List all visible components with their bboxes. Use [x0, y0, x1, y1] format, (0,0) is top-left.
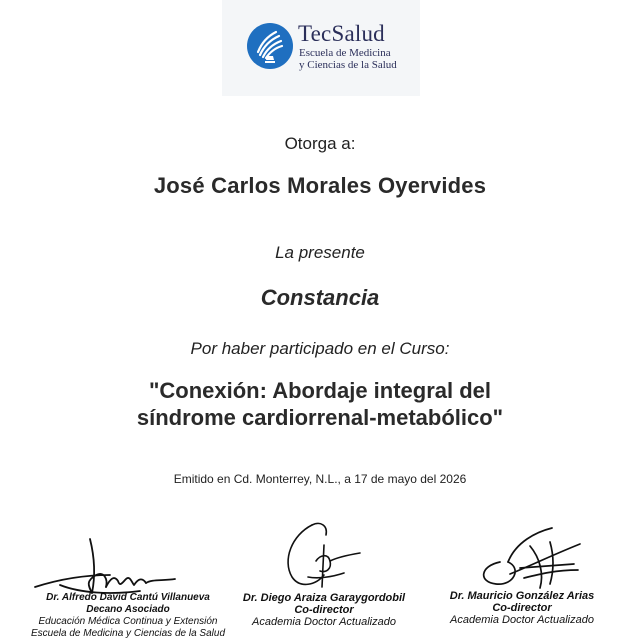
signatory-1-role: Decano Asociado [86, 604, 170, 615]
course-title [0, 377, 640, 431]
issued-statement: Emitido en Cd. Monterrey, N.L., a 17 de mayo del 2026 [173, 472, 467, 486]
signature-3-image [470, 522, 590, 594]
signatory-1-name: Dr. Alfredo David Cantú Villanueva [46, 592, 210, 603]
signatory-1 [8, 592, 248, 640]
signatory-2-name: Dr. Diego Araiza Garaygordobil [242, 592, 406, 604]
course-title-line2: síndrome cardiorrenal-metabólico" [136, 405, 504, 430]
signatory-3 [422, 590, 622, 626]
recipient-name: José Carlos Morales Oyervides [153, 173, 487, 198]
la-presente-label: La presente [275, 243, 365, 262]
tecsalud-emblem-icon [246, 22, 294, 70]
signatory-3-name: Dr. Mauricio González Arias [449, 590, 595, 602]
signatory-3-org-line1: Academia Doctor Actualizado [450, 614, 594, 626]
logo-name: TecSalud [298, 21, 385, 46]
signatory-2 [224, 592, 424, 628]
signatory-1-org-line2: Escuela de Medicina y Ciencias de la Salud [31, 628, 225, 639]
signatory-2-role: Co-director [294, 604, 354, 616]
signatory-3-role: Co-director [492, 602, 552, 614]
logo-subtitle-line1: Escuela de Medicina [299, 47, 391, 59]
signatory-1-org-line1: Educación Médica Continua y Extensión [38, 616, 218, 627]
logo-subtitle [299, 47, 397, 71]
otorga-label: Otorga a: [284, 134, 356, 153]
tecsalud-logo [222, 0, 420, 96]
course-title-line1: "Conexión: Abordaje integral del [148, 378, 492, 403]
certificate-title: Constancia [260, 285, 380, 310]
signatory-2-org-line1: Academia Doctor Actualizado [252, 616, 396, 628]
logo-subtitle-line2: y Ciencias de la Salud [299, 59, 397, 71]
signature-1-image [30, 535, 180, 597]
signature-2-image [272, 515, 372, 595]
participation-label: Por haber participado en el Curso: [190, 339, 450, 358]
